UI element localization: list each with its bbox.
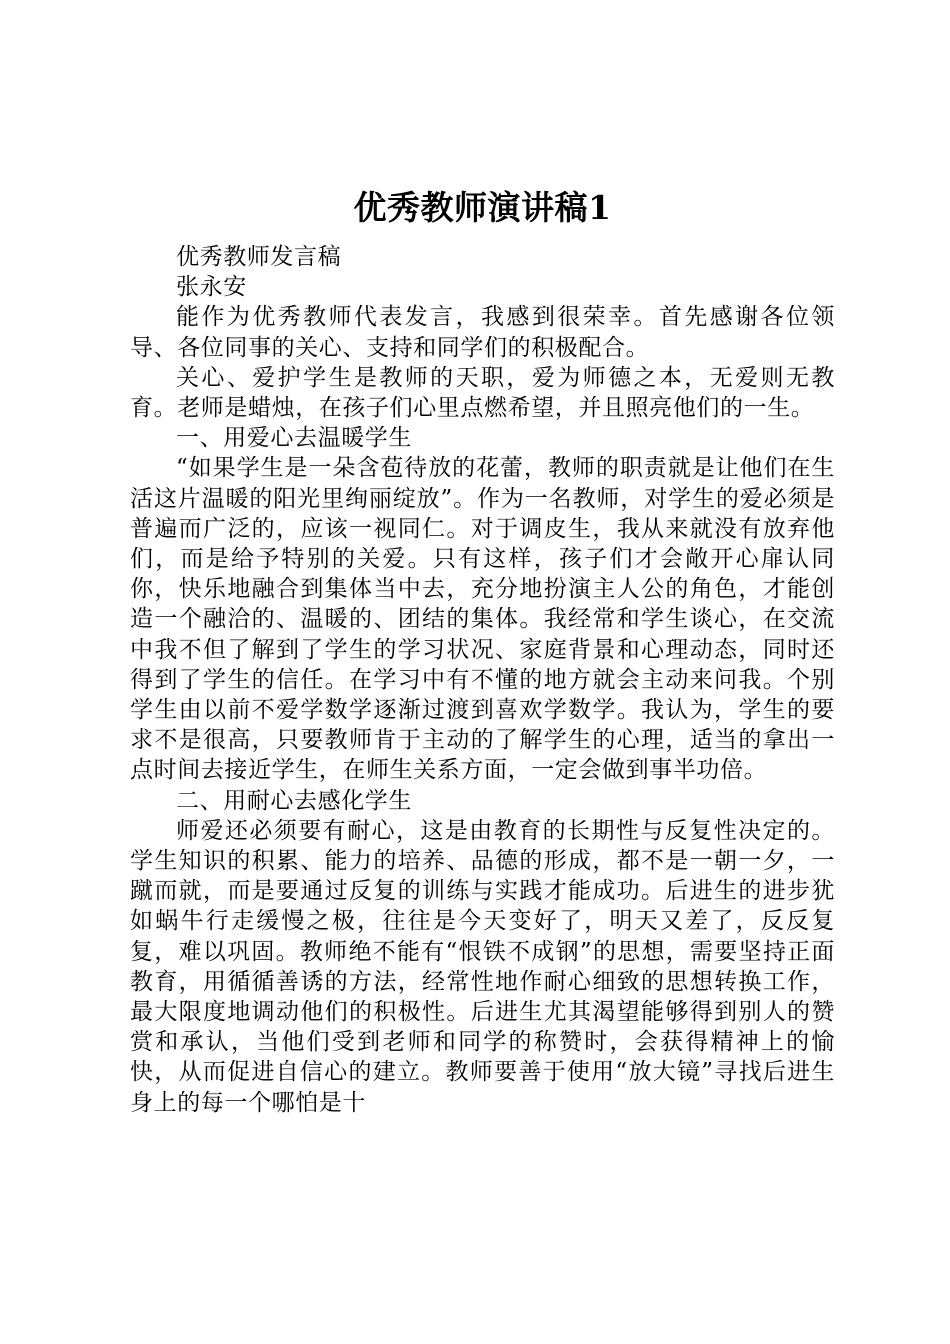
paragraph-patience: 师爱还必须要有耐心，这是由教育的长期性与反复性决定的。学生知识的积累、能力的培养、品德的形成，都不是一朝一夕，一蹴而就，而是要通过反复的训练与实践才能成功。后进生的进步犹如蜗牛行走缓慢之极，往往是今天变好了，明天又差了，反反复复，难以巩固。教师绝不能有“恨铁不成钢”的思想，需要坚持正面教育，用循循善诱的方法，经常性地作耐心细致的思想转换工作，最大限度地调动他们的积极性。后进生尤其渴望能够得到别人的赞赏和承认，当他们受到老师和同学的称赞时，会获得精神上的愉快，从而促进自信心的建立。教师要善于使用“放大镜”寻找后进生身上的每一个哪怕是十	[130, 817, 835, 1116]
paragraph-care: 关心、爱护学生是教师的天职，爱为师德之本，无爱则无教育。老师是蜡烛，在孩子们心里点燃希望，并且照亮他们的一生。	[130, 364, 835, 422]
section-heading-2: 二、用耐心去感化学生	[176, 787, 412, 814]
paragraph-author: 张永安	[176, 274, 247, 301]
paragraph-subtitle: 优秀教师发言稿	[176, 244, 342, 270]
paragraph-love: “如果学生是一朵含苞待放的花蕾，教师的职责就是让他们在生活这片温暖的阳光里绚丽绽放”。作为一名教师，对学生的爱必须是普遍而广泛的，应该一视同仁。对于调皮生，我从来就没有放弃他们，而是给予特别的关爱。只有这样，孩子们才会敞开心扉认同你，快乐地融合到集体当中去，充分地扮演主人公的角色，才能创造一个融洽的、温暖的、团结的集体。我经常和学生谈心，在交流中我不但了解到了学生的学习状况、家庭背景和心理动态，同时还得到了学生的信任。在学习中有不懂的地方就会主动来问我。个别学生由以前不爱学数学逐渐过渡到喜欢学数学。我认为，学生的要求不是很高，只要教师肯于主动的了解学生的心理，适当的拿出一点时间去接近学生，在师生关系方面，一定会做到事半功倍。	[130, 455, 835, 784]
section-heading-1: 一、用爱心去温暖学生	[176, 425, 412, 452]
document-body	[130, 242, 835, 1118]
document-title: 优秀教师演讲稿1	[353, 188, 612, 227]
document-page	[130, 0, 835, 1118]
paragraph-opening: 能作为优秀教师代表发言，我感到很荣幸。首先感谢各位领导、各位同事的关心、支持和同学们的积极配合。	[130, 304, 835, 361]
